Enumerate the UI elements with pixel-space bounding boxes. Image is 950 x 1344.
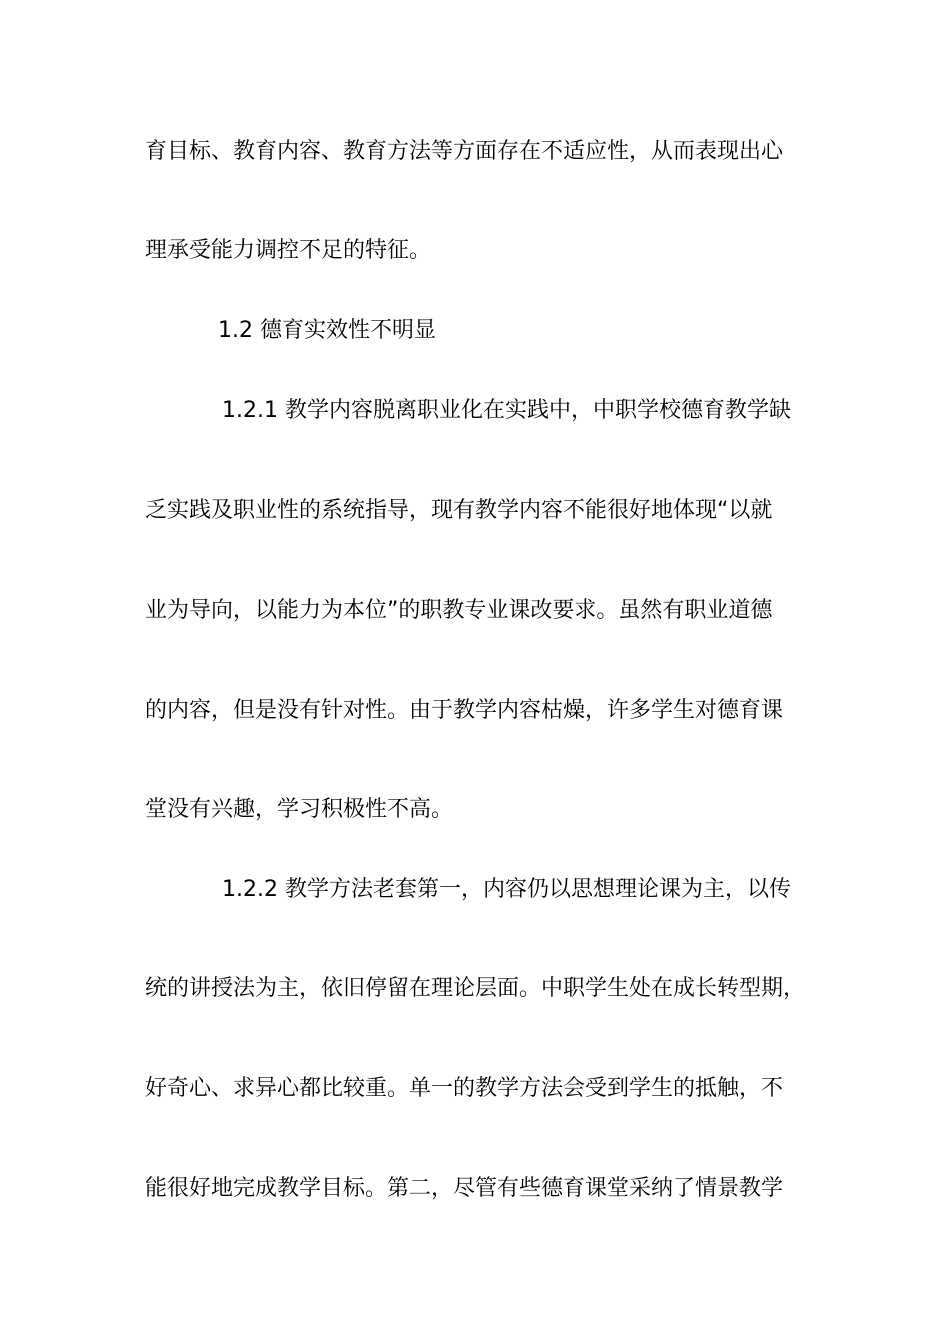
body-text-line: 业为导向，以能力为本位”的职教专业课改要求。虽然有职业道德 <box>145 598 773 623</box>
section-heading: 1.2 德育实效性不明显 <box>218 318 436 343</box>
body-text-line: 乏实践及职业性的系统指导，现有教学内容不能很好地体现“以就 <box>145 498 773 523</box>
body-text-line: 能很好地完成教学目标。第二，尽管有些德育课堂采纳了情景教学 <box>145 1176 784 1201</box>
body-text-line: 统的讲授法为主，依旧停留在理论层面。中职学生处在成长转型期， <box>145 976 806 1001</box>
body-text-line: 好奇心、求异心都比较重。单一的教学方法会受到学生的抵触，不 <box>145 1076 784 1101</box>
body-text-line: 理承受能力调控不足的特征。 <box>145 238 432 263</box>
body-text-line: 堂没有兴趣，学习积极性不高。 <box>145 797 454 822</box>
subsection-heading-line: 1.2.2 教学方法老套第一，内容仍以思想理论课为主，以传 <box>222 877 791 902</box>
body-text-line: 的内容，但是没有针对性。由于教学内容枯燥，许多学生对德育课 <box>145 698 784 723</box>
subsection-heading-line: 1.2.1 教学内容脱离职业化在实践中，中职学校德育教学缺 <box>222 398 791 423</box>
body-text-line: 育目标、教育内容、教育方法等方面存在不适应性，从而表现出心 <box>145 139 784 164</box>
